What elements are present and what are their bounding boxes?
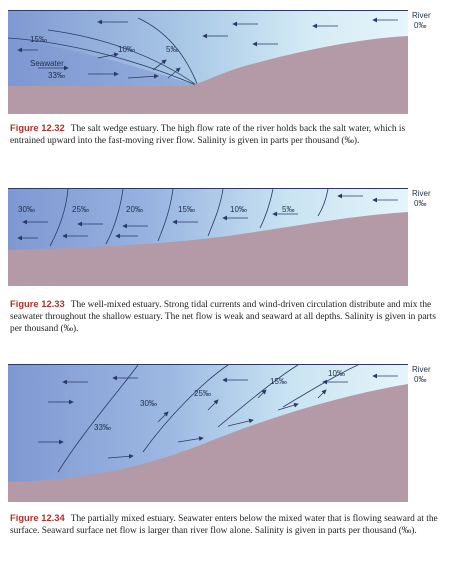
water-surface-line <box>8 188 408 189</box>
label-5: 5‰ <box>282 205 295 214</box>
caption-12-33 <box>10 298 440 336</box>
caption-number: Figure 12.34 <box>10 512 65 523</box>
label-10: 10‰ <box>230 205 247 214</box>
label-30: 30‰ <box>140 399 157 408</box>
river-salinity: 0‰ <box>414 199 427 208</box>
label-20: 20‰ <box>126 205 143 214</box>
river-label: River <box>412 365 431 374</box>
label-15: 15‰ <box>178 205 195 214</box>
label-15: 15‰ <box>270 377 287 386</box>
caption-text: The well-mixed estuary. Strong tidal currents and wind-driven circulation distribute and mix the seawater throughout the shallow estuary. The net flow is weak and seaward at all depths. Salinity is given in parts per thousand (‰). <box>10 300 436 335</box>
label-10: 10‰ <box>118 45 135 54</box>
river-salinity: 0‰ <box>414 375 427 384</box>
label-33: 33‰ <box>94 423 111 432</box>
water-surface-line <box>8 364 408 365</box>
river-label: River <box>412 189 431 198</box>
water-surface-line <box>8 10 408 11</box>
river-label: River <box>412 11 431 20</box>
caption-text: The salt wedge estuary. The high flow rate of the river holds back the salt water, which is entrained upward into the fast-moving river flow. Salinity is given in parts per thousand (‰). <box>10 124 406 147</box>
caption-12-32 <box>10 122 440 147</box>
label-5: 5‰ <box>166 45 179 54</box>
figure-12-33-diagram <box>8 186 438 286</box>
figure-12-32-diagram <box>8 8 438 114</box>
label-30: 30‰ <box>18 205 35 214</box>
label-10: 10‰ <box>328 369 345 378</box>
label-25: 25‰ <box>194 389 211 398</box>
label-25: 25‰ <box>72 205 89 214</box>
figure-12-34-diagram <box>8 362 438 502</box>
caption-text: The partially mixed estuary. Seawater enters below the mixed water that is flowing seaward at the surface. Seaward surface net flow is larger than river flow alone. Salinity is given in parts per thousand (‰). <box>10 514 438 537</box>
caption-12-34 <box>10 512 440 537</box>
caption-number: Figure 12.33 <box>10 298 65 309</box>
label-33: 33‰ <box>48 71 65 80</box>
river-salinity: 0‰ <box>414 21 427 30</box>
label-seawater: Seawater <box>30 59 64 68</box>
label-15: 15‰ <box>30 35 47 44</box>
caption-number: Figure 12.32 <box>10 122 65 133</box>
